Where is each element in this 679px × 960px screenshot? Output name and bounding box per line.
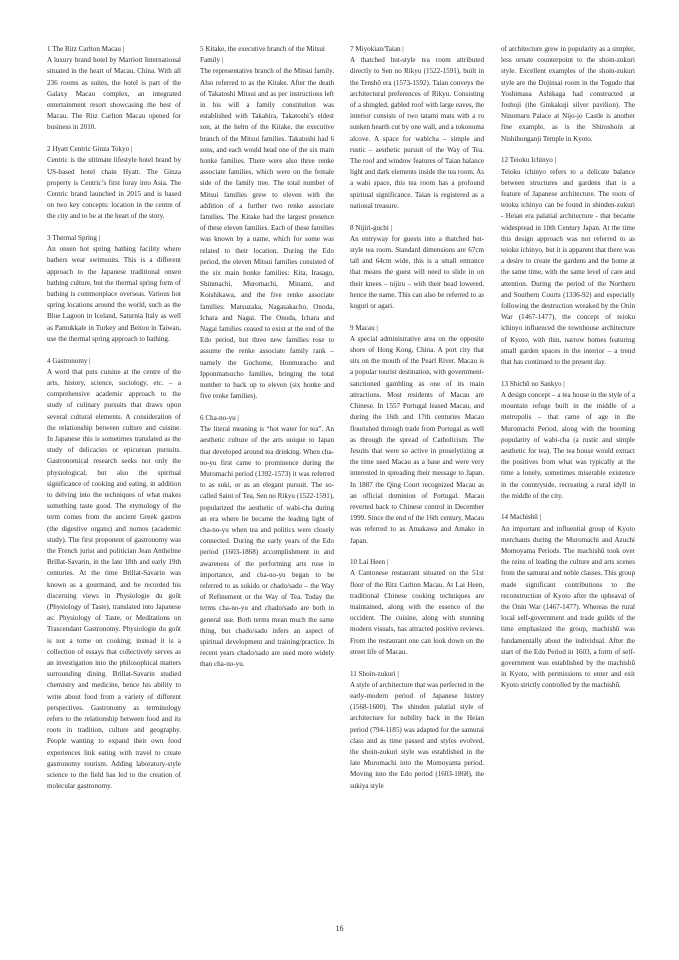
entry-title: 1 The Ritz Carlton Macau | — [47, 45, 125, 53]
entry-title: 14 Machishū | — [501, 513, 542, 522]
glossary-entry — [501, 512, 635, 691]
glossary-entry — [501, 155, 635, 368]
entry-title: 11 Shoin-zukuri | — [350, 669, 399, 678]
entry-title: 5 Kitake, the executive branch of the Mitsui Family | — [200, 45, 325, 65]
entry-title: 7 Miyokian/Taian | — [350, 45, 404, 53]
entry-body: A Cantonese restaurant situated on the 51st floor of the Ritz Carlton Macau. At Lai Heen, traditional Chinese cooking techniques are maintained, along with the essence of the occident. The cuisine, along with stunning modern visuals, has attracted positive reviews. From the restaurant one can look down on the street life of Macau. — [350, 569, 484, 656]
entry-title: 2 Hyatt Centric Ginza Tokyo | — [47, 145, 133, 154]
entry-body: A word that puts cuisine at the centre of the arts, history, science, sociology, etc. – a comprehensive academic approach to the study of culinary pursuits that draws upon several cultural elements. A consideration of the relationship between culture and cuisine. In Japanese this is sometimes translated as the study of delicacies or epicurean pursuits. Gastronomical research seeks not only the physiological, but also the spiritual significance of cooking and eating, in addition to delving into the techniques of what makes something taste good. The etymology of the term comes from the ancient Greek gastros (the digestive organs) and nomos (academic study). The first proponent of gastronomy was the French jurist and politician Jean Anthelme Brillat-Savarin, in the late 18th and early 19th centuries. At the time Brillat-Savarin was known as a gourmand, and he recorded his discerning views in Physiologie du goût (Physiology of Taste), translated into Japanese as: Physiology of Taste, or Meditations on Trascendant Gastronomy. Physiologie du goût is not a tome on cooking; instead it is a collection of essays that collectively serves as an investigation into the philosophical matters surrounding dining. Brillat-Savarin studied chemistry and medicine, hence his ability to write about food from a variety of different perspectives. Gastronomy as terminology refers to the relationship between food and its roots in tradition, culture and geography. People wanting to expand their own food experiences link eating with travel to create gastronomy tourism. Adding laboratory-style science to the field has led to the creation of molecular gastronomy. — [47, 367, 181, 791]
glossary-entry — [350, 557, 484, 658]
glossary-entry — [200, 44, 334, 403]
glossary-entry — [501, 44, 635, 145]
page-number: 16 — [335, 924, 344, 933]
entry-title: 12 Teioku Ichinyo | — [501, 156, 556, 165]
column-3 — [350, 44, 484, 802]
entry-body: The literal meaning is “hot water for tea”. An aesthetic culture of the arts unique to Japan that developed around tea drinking. When cha-no-yu first came to prominence during the Muromachi period (1392-1573) it was referred to as suki, or as an elegant pursuit. The so-called Saint of Tea, Sen no Rikyu (1522-1591), popularized the aesthetic of wabi-cha during an era where he became the leading light of cha-no-yu when tea and politics were closely connected. During the early years of the Edo period (1603-1868) accomplishment in and awareness of the performing arts rose in importance, and cha-no-yu began to be referred to as sukido or chado/sado – the Way of Refinement or the Way of Tea. Today the terms cha-no-yu and chado/sado are both in general use. Both terms mean much the same thing, but chado/sado infers an aspect of spiritual development and training/practice. In recent years chado/sado are used more widely than cha-no-yu. — [200, 425, 334, 669]
glossary-entry — [350, 669, 484, 792]
entry-body: The representative branch of the Mitsui family. Also referred to as the Kitake. After the death of Takatoshi Mitsui and as per instructions left in his will a family constitution was established with Takahira, Takatoshi’s eldest son, at the helm of the Kitake, the executive branch of the Mitsui families. Takatoshi had 6 sons, and each would head one of the six main honke families. There were also three renke associate families, which were on the female side of the family tree. The total number of Mitsui families grew to eleven with the addition of a further two renke associate families. The Kitake had the largest presence of these eleven families. Each of these families was known by a name, which for some was related to their location. During the Edo period, the eleven Mitsui families consisted of the six main honke families: Kita, Irasago, Shinmachi, Muromachi, Minami, and Koishikawa, and the five renke associate families: Matsuzaka, Nagasakacho, Onoda, Ichara and Nagai. The Onoda, Ichara and Nagai families ceased to exist at the end of the Edo period, but three new families rose to assume the renke associate family rank – namely the Gochome, Honmuracho and Ipponmatsucho families, bringing the total number to back up to eleven (six honke and five renke families). — [200, 67, 334, 401]
glossary-entry — [501, 379, 635, 502]
glossary-entry — [47, 233, 181, 345]
entry-title: 10 Lai Heen | — [350, 558, 389, 567]
entry-title: 6 Cha-no-yu | — [200, 414, 239, 422]
entry-body: A design concept – a tea house in the style of a mountain refuge built in the middle of a metropolis – that came of age in the Muromachi Period, along with the booming popularity of wabi-cha (a rustic and simple aesthetic for tea). The tea house would extract the positives from what was typically at the time a lonely, sometimes miserable existence in the countryside, recreating a rural idyll in the middle of the city. — [501, 390, 635, 500]
entry-title: 9 Macau | — [350, 323, 378, 332]
glossary-entry — [47, 356, 181, 793]
entry-body: An entryway for guests into a thatched hut-style tea room. Standard dimensions are 67cm tall and 64cm wide, this is a small entrance that means the guest will need to slide in on their knees – nijiru – with their head lowered, hence the name. This can also be referred to as kuguri or agari. — [350, 234, 484, 310]
glossary-entry — [47, 44, 181, 134]
glossary-entry — [200, 413, 334, 671]
entry-title: 4 Gastronomy | — [47, 356, 91, 365]
column-1 — [47, 44, 181, 803]
entry-body: of architecture grew in popularity as a simpler, less ornate counterpoint to the shoin-zukuri style. Excellent examples of the shoin-zukuri style are the Dojinsai room in the Togudo that Yoshimasa Ashikaga had constructed at Joshoji (the Ginkakuji silver pavilion). The Ninomaru Palace at Nijo-jo Castle is another fine example, as is the Shiroshoin at Nishihonganji Temple in Kyoto. — [501, 45, 635, 143]
entry-title: 8 Nijiri-guchi | — [350, 223, 393, 232]
column-2 — [200, 44, 334, 681]
glossary-entry — [350, 323, 484, 547]
entry-body: A thatched hut-style tea room attributed directly to Sen no Rikyu (1522-1591), built in the Tenshō era (1573-1592). Taian conveys the architectural preferences of Rikyu. Consisting of a shingled, gabled roof with large eaves, the interior consists of two tatami mats with a ro sunken hearth cut by one wall, and a tokonoma alcove. A space for wabicha – simple and rustic – aesthetic pursuit of the Way of Tea. The roof and window features of Taian balance light and dark elements inside the tea room. As a wabi space, this tea room has a profound spiritual significance. Taian is registered as a national treasure. — [350, 56, 484, 210]
entry-title: 13 Shichū no Sankyo | — [501, 379, 565, 388]
entry-body: An onsen hot spring bathing facility where bathers wear swimsuits. This is a different approach to the Japanese traditional onsen bathing culture, but the thermal spring form of bathing is commonplace overseas. Various hot spring locations around the world, such as the Blue Lagoon in Iceland, Saturnia Italy as well as Pamukkale in Turkey and Beitou in Taiwan, use the thermal spring approach to bathing. — [47, 245, 181, 343]
entry-title: 3 Thermal Spring | — [47, 234, 101, 243]
entry-body: A luxury brand hotel by Marriott International situated in the heart of Macau, China. With all 236 rooms as suites, the hotel is part of the Galaxy Macau complex, an integrated entertainment resort showcasing the best of Macau. The Ritz Carlton Macau opened for business in 2010. — [47, 56, 181, 132]
glossary-entry — [350, 44, 484, 212]
entry-body: Teioku ichinyo refers to a delicate balance between structures and gardens that is a feature of Japanese architecture. The roots of teioku ichinyo can be found in shinden-zukuri - Heian era palatial architecture - that became widespread in 10th Century Japan. At the time this design approach was not referred to as teioku ichinyo, but it is apparent that there was a desire to create the gardens and the home at the same time, with the same level of care and attention. During the period of the Northern and Southern Courts (1336-92) and especially following the destruction wreaked by the Onin War (1467-1477), the concept of teioku ichinyo influenced the townhouse architecture of Kyoto, with thin, narrow homes featuring small garden spaces in the interior – a trend that has continued to the present day. — [501, 167, 635, 366]
entry-body: An important and influential group of Kyoto merchants during the Muromachi and Azuchi Momoyama Periods. The machishū took over the reins of leading the culture and arts scenes from the samurai and noble classes. This group made significant contributions to the reconstruction of Kyoto after the upheaval of the Onin War (1467-1477). Whereas the rural local self-government and trade guilds of the time emphasized the group, machishū was fundamentally about the individual. After the start of the Edo Period in 1603, a form of self-government was established by the machishū in Kyoto, with permissions to enter and exit Kyoto strictly controlled by the machishū. — [501, 524, 635, 690]
glossary-entry — [47, 144, 181, 222]
entry-body: Centric is the ultimate lifestyle hotel brand by US-based hotel chain Hyatt. The Ginza property is Centric’s first foray into Asia. The Centric brand launched in 2015 and is based on two key concepts: location in the centre of the city and to be at the heart of the story. — [47, 156, 181, 221]
entry-body: A style of architecture that was perfected in the early-modern period of Japanese history (1568-1600). The shinden palatial style of architecture for nobility back in the Heian period (794-1185) was adapted for the samurai class and as time passed and styles evolved, the shoin-zukuri style was established in the late Muromachi into the Momoyama period. Moving into the Edo period (1603-1868), the sukiya style — [350, 680, 484, 790]
column-4 — [501, 44, 635, 702]
entry-body: A special administrative area on the opposite shore of Hong Kong, China. A port city that sits on the mouth of the Pearl River. Macau is a popular tourist destination, with government-sanctioned gambling as one of its main attractions. Most residents of Macau are Chinese. In 1557 Portugal leased Macau, and during the 16th and 17th centuries Macau flourished through trade from Portugal as well as through the spread of Catholicism. The Jesuits that were so active in proselytizing at the time used Macau as a base and were very interested in spreading their message to Japan. In 1887 the Qing Court recognized Macau as an official dominion of Portugal. Macau reverted back to Chinese control in December 1999. Since the end of the 16th century, Macau was referred to as Amakawa and Amako in Japan. — [350, 334, 484, 545]
glossary-entry — [350, 223, 484, 313]
